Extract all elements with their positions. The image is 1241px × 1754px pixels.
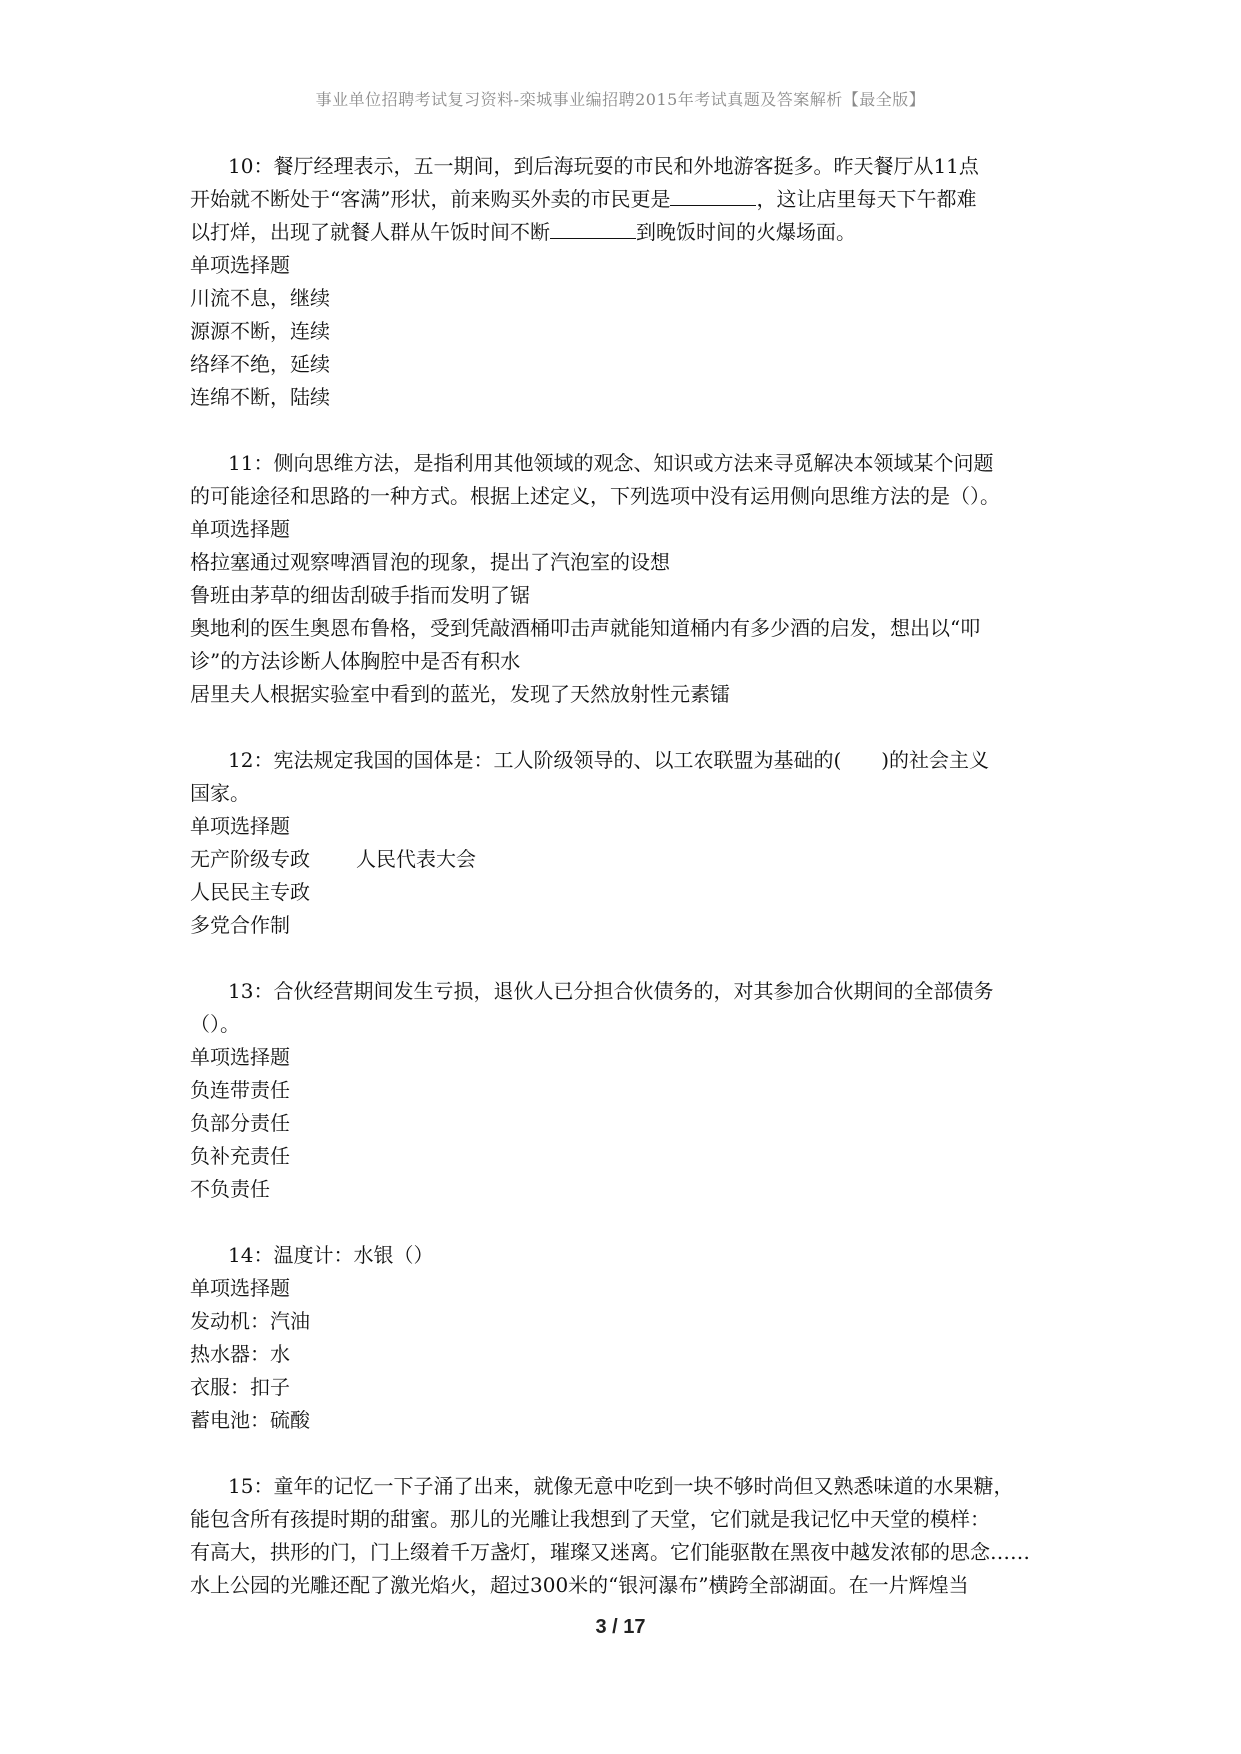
- question-stem-line: 水上公园的光雕还配了激光焰火，超过300米的“银河瀑布”横跨全部湖面。在一片辉煌当: [190, 1573, 969, 1597]
- fill-blank: [670, 183, 756, 206]
- question-stem-line: 国家。: [190, 781, 250, 805]
- document-body: [190, 150, 1070, 1635]
- option: 诊”的方法诊断人体胸腔中是否有积水: [190, 649, 521, 673]
- option: 热水器：水: [190, 1342, 290, 1366]
- option: 连绵不断，陆续: [190, 385, 330, 409]
- option-row: [190, 843, 1070, 876]
- option: 无产阶级专政: [190, 847, 310, 871]
- option: 居里夫人根据实验室中看到的蓝光，发现了天然放射性元素镭: [190, 682, 730, 706]
- question-stem-line: 的可能途径和思路的一种方式。根据上述定义，下列选项中没有运用侧向思维方法的是（）。: [190, 484, 1000, 508]
- question-stem-line: （）。: [190, 1012, 240, 1036]
- question-stem-line: 12：宪法规定我国的国体是：工人阶级领导的、以工农联盟为基础的( )的社会主义: [228, 748, 990, 772]
- question-14: [190, 1239, 1070, 1437]
- question-10: [190, 150, 1070, 414]
- question-stem-line: 开始就不断处于“客满”形状，前来购买外卖的市民更是 ，这让店里每天下午都难: [190, 183, 1070, 216]
- option: 负部分责任: [190, 1111, 290, 1135]
- question-11: [190, 447, 1070, 711]
- option: 人民代表大会: [356, 847, 476, 871]
- question-13: [190, 975, 1070, 1206]
- option: 络绎不绝，延续: [190, 352, 330, 376]
- page-number: 3 / 17: [595, 1616, 646, 1638]
- fill-blank: [550, 216, 636, 239]
- option: 发动机：汽油: [190, 1309, 310, 1333]
- option: 蓄电池：硫酸: [190, 1408, 310, 1432]
- option: 多党合作制: [190, 913, 290, 937]
- option: 负连带责任: [190, 1078, 290, 1102]
- question-stem-line: 能包含所有孩提时期的甜蜜。那儿的光雕让我想到了天堂，它们就是我记忆中天堂的模样：: [190, 1507, 990, 1531]
- question-type: 单项选择题: [190, 253, 290, 277]
- question-type: 单项选择题: [190, 517, 290, 541]
- option: 衣服：扣子: [190, 1375, 290, 1399]
- question-stem-line: 以打烊，出现了就餐人群从午饭时间不断 到晚饭时间的火爆场面。: [190, 216, 1070, 249]
- page-header: 事业单位招聘考试复习资料-栾城事业编招聘2015年考试真题及答案解析【最全版】: [315, 90, 926, 109]
- question-stem-line: 10：餐厅经理表示，五一期间，到后海玩耍的市民和外地游客挺多。昨天餐厅从11点: [228, 154, 979, 178]
- question-type: 单项选择题: [190, 1045, 290, 1069]
- option: 奥地利的医生奥恩布鲁格，受到凭敲酒桶叩击声就能知道桶内有多少酒的启发，想出以“叩: [190, 616, 981, 640]
- question-15: [190, 1470, 1070, 1602]
- option: 格拉塞通过观察啤酒冒泡的现象，提出了汽泡室的设想: [190, 550, 670, 574]
- question-type: 单项选择题: [190, 814, 290, 838]
- option: 负补充责任: [190, 1144, 290, 1168]
- question-stem-line: 13：合伙经营期间发生亏损，退伙人已分担合伙债务的，对其参加合伙期间的全部债务: [228, 979, 994, 1003]
- question-stem-line: 14：温度计：水银（）: [228, 1243, 434, 1267]
- question-stem-line: 15：童年的记忆一下子涌了出来，就像无意中吃到一块不够时尚但又熟悉味道的水果糖，: [228, 1474, 1014, 1498]
- option: 川流不息，继续: [190, 286, 330, 310]
- question-12: [190, 744, 1070, 942]
- question-type: 单项选择题: [190, 1276, 290, 1300]
- option: 鲁班由茅草的细齿刮破手指而发明了锯: [190, 583, 530, 607]
- option: 人民民主专政: [190, 880, 310, 904]
- question-stem-line: 有高大，拱形的门，门上缀着千万盏灯，璀璨又迷离。它们能驱散在黑夜中越发浓郁的思念……: [190, 1540, 1030, 1564]
- option: 不负责任: [190, 1177, 270, 1201]
- option: 源源不断，连续: [190, 319, 330, 343]
- question-stem-line: 11：侧向思维方法，是指利用其他领域的观念、知识或方法来寻觅解决本领域某个问题: [228, 451, 994, 475]
